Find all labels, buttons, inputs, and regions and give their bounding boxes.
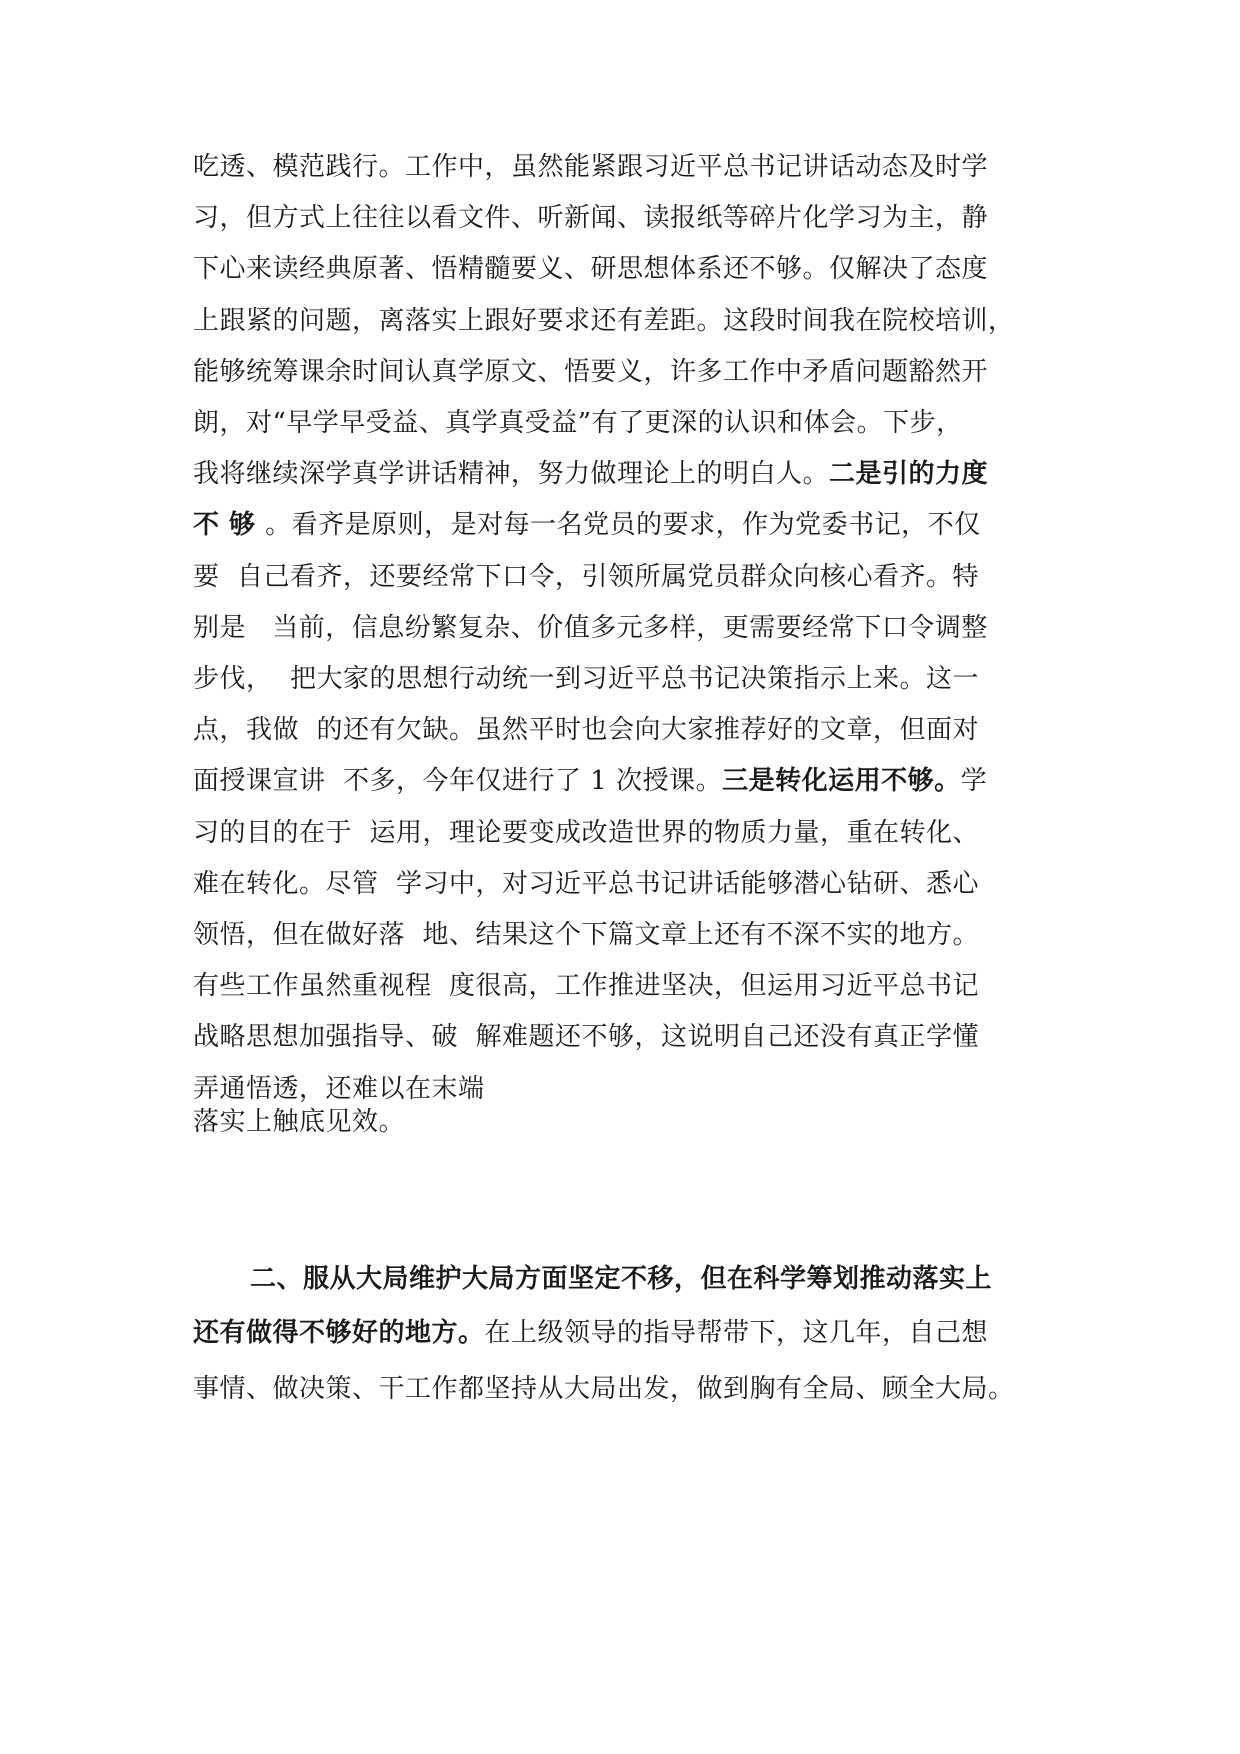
- body-line: [193, 355, 1053, 389]
- text-run: 要 自己看齐，还要经常下口令，引领所属党员群众向核心看齐。特: [193, 562, 980, 592]
- section-2-line-2-text: 在上级领导的指导帮带下，这几年，自己想: [484, 1318, 989, 1348]
- text-run: 。看齐是原则，是对每一名党员的要求，作为党委书记，不仅: [265, 510, 981, 540]
- text-run: 别是 当前，信息纷繁复杂、价值多元多样，更需要经常下口令调整: [193, 613, 988, 643]
- body-line: [193, 764, 1053, 798]
- text-run: 战略思想加强指导、破 解难题还不够，这说明自己还没有真正学懂: [193, 1022, 980, 1052]
- body-line: [193, 304, 1053, 338]
- section-2-line-3: 事情、做决策、干工作都坚持从大局出发，做到胸有全局、顾全大局。: [193, 1374, 1015, 1404]
- text-run: 我将继续深学真学讲话精神，努力做理论上的明白人。: [193, 459, 830, 489]
- paragraph-tail-line: 落实上触底见效。: [193, 1107, 406, 1137]
- bold-run: 不 够: [193, 510, 266, 540]
- text-run: 弄通悟透，还难以在末端: [193, 1074, 485, 1104]
- bold-run: 二是引的力度: [829, 459, 989, 489]
- body-line: [193, 918, 1053, 952]
- text-run: 朗，对“早学早受益、真学真受益”有了更深的认识和体会。下步，: [193, 408, 963, 438]
- body-line: [193, 867, 1053, 901]
- text-run: 面授课宣讲 不多，今年仅进行了 1 次授课。: [193, 766, 723, 796]
- text-run: 能够统筹课余时间认真学原文、悟要义，许多工作中矛盾问题豁然开: [193, 357, 989, 387]
- body-line: [193, 1020, 1053, 1054]
- body-line: [193, 1072, 1053, 1106]
- text-run: 学: [960, 766, 988, 796]
- body-line: [193, 201, 1053, 235]
- body-line: [193, 816, 1053, 850]
- text-run: 点，我做 的还有欠缺。虽然平时也会向大家推荐好的文章，但面对: [193, 715, 980, 745]
- text-run: 难在转化。尽管 学习中，对习近平总书记讲话能够潜心钻研、悉心: [193, 869, 980, 899]
- text-run: 步伐， 把大家的思想行动统一到习近平总书记决策指示上来。这一: [193, 664, 980, 694]
- body-line: [193, 406, 1053, 440]
- bold-run: 三是转化运用不够。: [722, 766, 961, 796]
- text-run: 吃透、模范践行。工作中，虽然能紧跟习近平总书记讲话动态及时学: [193, 152, 989, 182]
- text-run: 习，但方式上往往以看文件、听新闻、读报纸等碎片化学习为主，静: [193, 203, 989, 233]
- body-line: [193, 508, 1053, 542]
- body-line: [193, 560, 1053, 594]
- section-2-heading-line-1: 二、服从大局维护大局方面坚定不移，但在科学筹划推动落实上: [250, 1264, 993, 1294]
- body-line: [193, 969, 1053, 1003]
- body-line: [193, 662, 1053, 696]
- body-line: [193, 457, 1053, 491]
- body-line: [193, 611, 1053, 645]
- body-line: [193, 150, 1053, 184]
- text-run: 上跟紧的问题，离落实上跟好要求还有差距。这段时间我在院校培训，: [193, 306, 1015, 336]
- text-run: 下心来读经典原著、悟精髓要义、研思想体系还不够。仅解决了态度: [193, 254, 989, 284]
- section-2-line-2: [193, 1316, 1053, 1350]
- text-run: 有些工作虽然重视程 度很高，工作推进坚决，但运用习近平总书记: [193, 971, 980, 1001]
- body-line: [193, 713, 1053, 747]
- section-2-heading-line-2: 还有做得不够好的地方。: [193, 1318, 485, 1348]
- body-line: [193, 252, 1053, 286]
- text-run: 领悟，但在做好落 地、结果这个下篇文章上还有不深不实的地方。: [193, 920, 980, 950]
- text-run: 习的目的在于 运用，理论要变成改造世界的物质力量，重在转化、: [193, 818, 980, 848]
